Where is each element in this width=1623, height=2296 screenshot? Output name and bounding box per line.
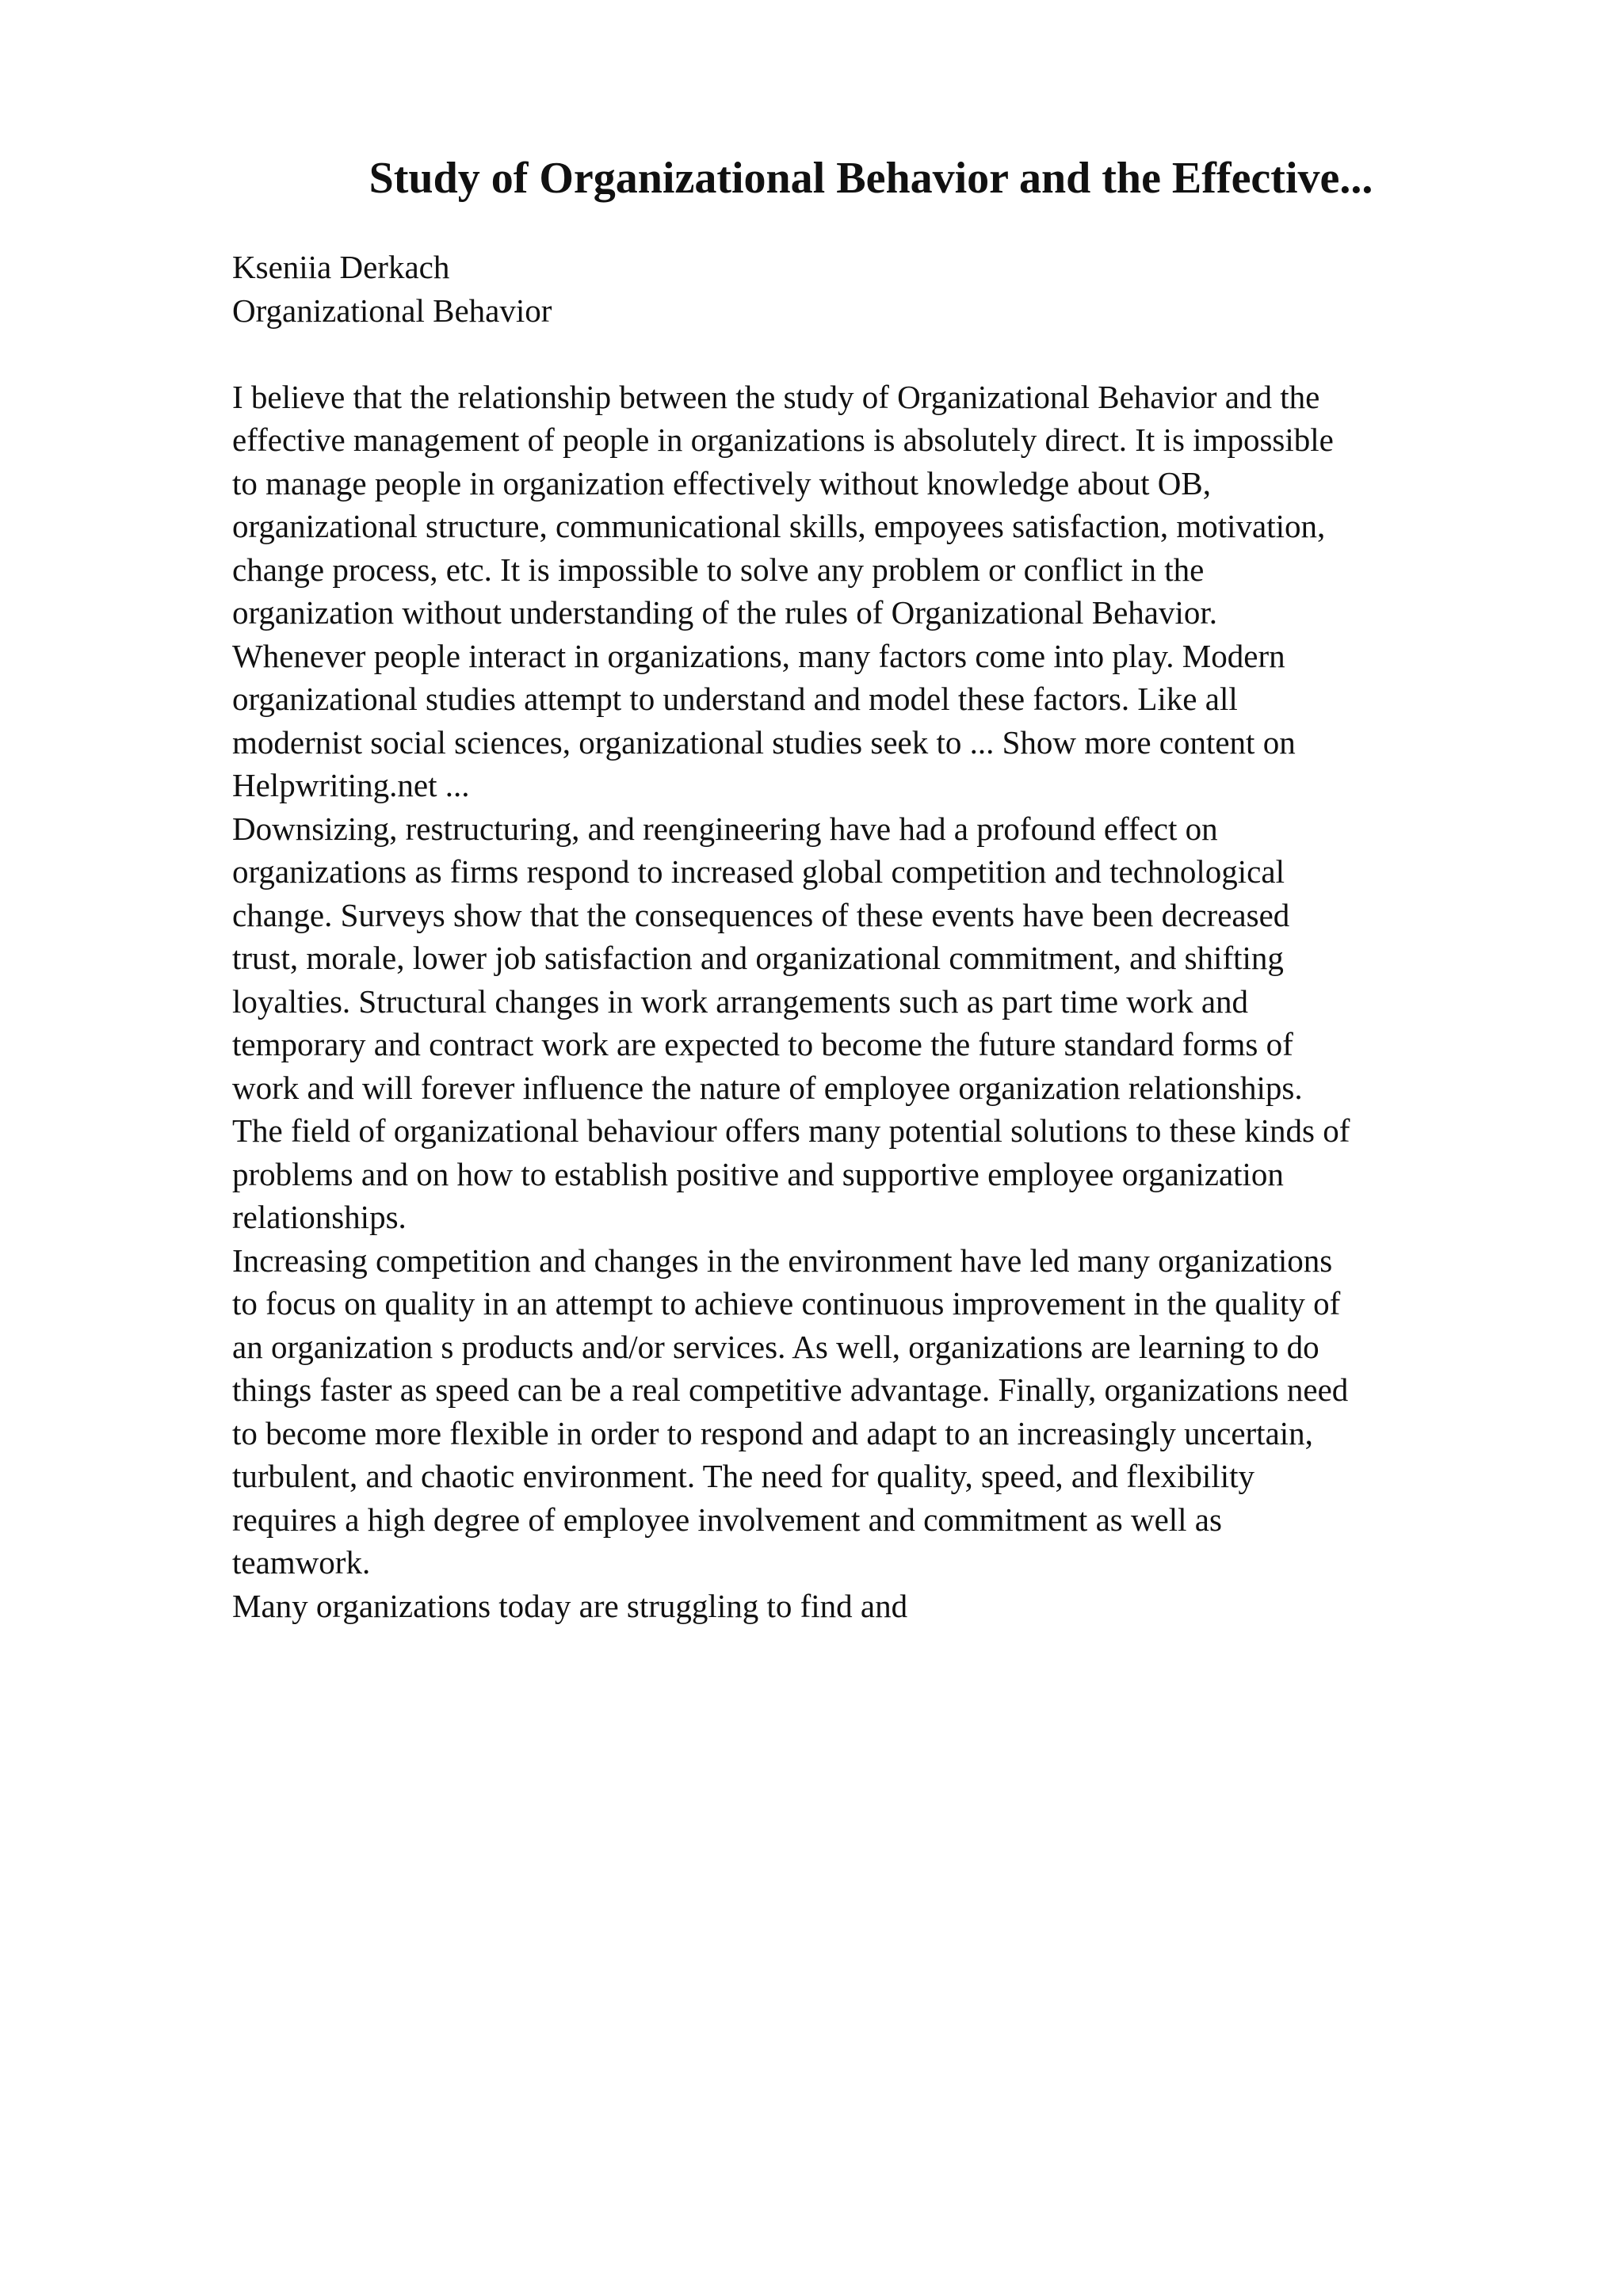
body-line: change. Surveys show that the consequences of these events have been decreased [232,896,1290,933]
body-line: Whenever people interact in organizations, many factors come into play. Modern [232,637,1285,674]
body-line: teamwork. [232,1544,371,1581]
body-line: to manage people in organization effectively without knowledge about OB, [232,464,1211,502]
body-line: The field of organizational behaviour offers many potential solutions to these kinds of [232,1112,1350,1149]
body-text [232,376,1564,1628]
body-line: to focus on quality in an attempt to achieve continuous improvement in the quality of [232,1285,1341,1322]
body-line: things faster as speed can be a real competitive advantage. Finally, organizations need [232,1371,1349,1408]
body-line: problems and on how to establish positive and supportive employee organization [232,1155,1284,1192]
body-line: organization without understanding of the rules of Organizational Behavior. [232,594,1217,631]
course-name: Organizational Behavior [232,292,552,329]
body-line: turbulent, and chaotic environment. The need for quality, speed, and flexibility [232,1458,1254,1494]
document-content [232,246,1564,1627]
document-title: Study of Organizational Behavior and the Effective... [369,154,1373,203]
body-line: requires a high degree of employee involvement and commitment as well as [232,1501,1222,1538]
body-line: temporary and contract work are expected to become the future standard forms of [232,1026,1293,1062]
body-line: work and will forever influence the nature of employee organization relationships. [232,1069,1303,1106]
body-line: organizational structure, communicational skills, empoyees satisfaction, motivation, [232,508,1326,544]
body-line: change process, etc. It is impossible to solve any problem or conflict in the [232,551,1205,588]
body-line: modernist social sciences, organizational studies seek to ... Show more content on [232,723,1296,761]
body-line: Many organizations today are struggling to find and [232,1587,908,1624]
body-line: Increasing competition and changes in the environment have led many organizations [232,1241,1333,1279]
body-line: Downsizing, restructuring, and reengineering have had a profound effect on [232,810,1218,847]
body-line: loyalties. Structural changes in work arrangements such as part time work and [232,982,1249,1020]
body-line: trust, morale, lower job satisfaction and organizational commitment, and shifting [232,940,1284,976]
body-line: an organization s products and/or services. As well, organizations are learning to do [232,1328,1319,1365]
body-line: to become more flexible in order to respond and adapt to an increasingly uncertain, [232,1414,1313,1451]
body-line: Helpwriting.net ... [232,767,470,803]
body-line: I believe that the relationship between the study of Organizational Behavior and the [232,378,1320,415]
body-line: relationships. [232,1199,407,1235]
author-name: Kseniia Derkach [232,249,450,285]
body-line: organizations as firms respond to increased global competition and technological [232,853,1285,890]
header-spacer [232,332,1564,376]
body-line: organizational studies attempt to understand and model these factors. Like all [232,681,1238,717]
body-line: effective management of people in organizations is absolutely direct. It is impossible [232,421,1334,458]
